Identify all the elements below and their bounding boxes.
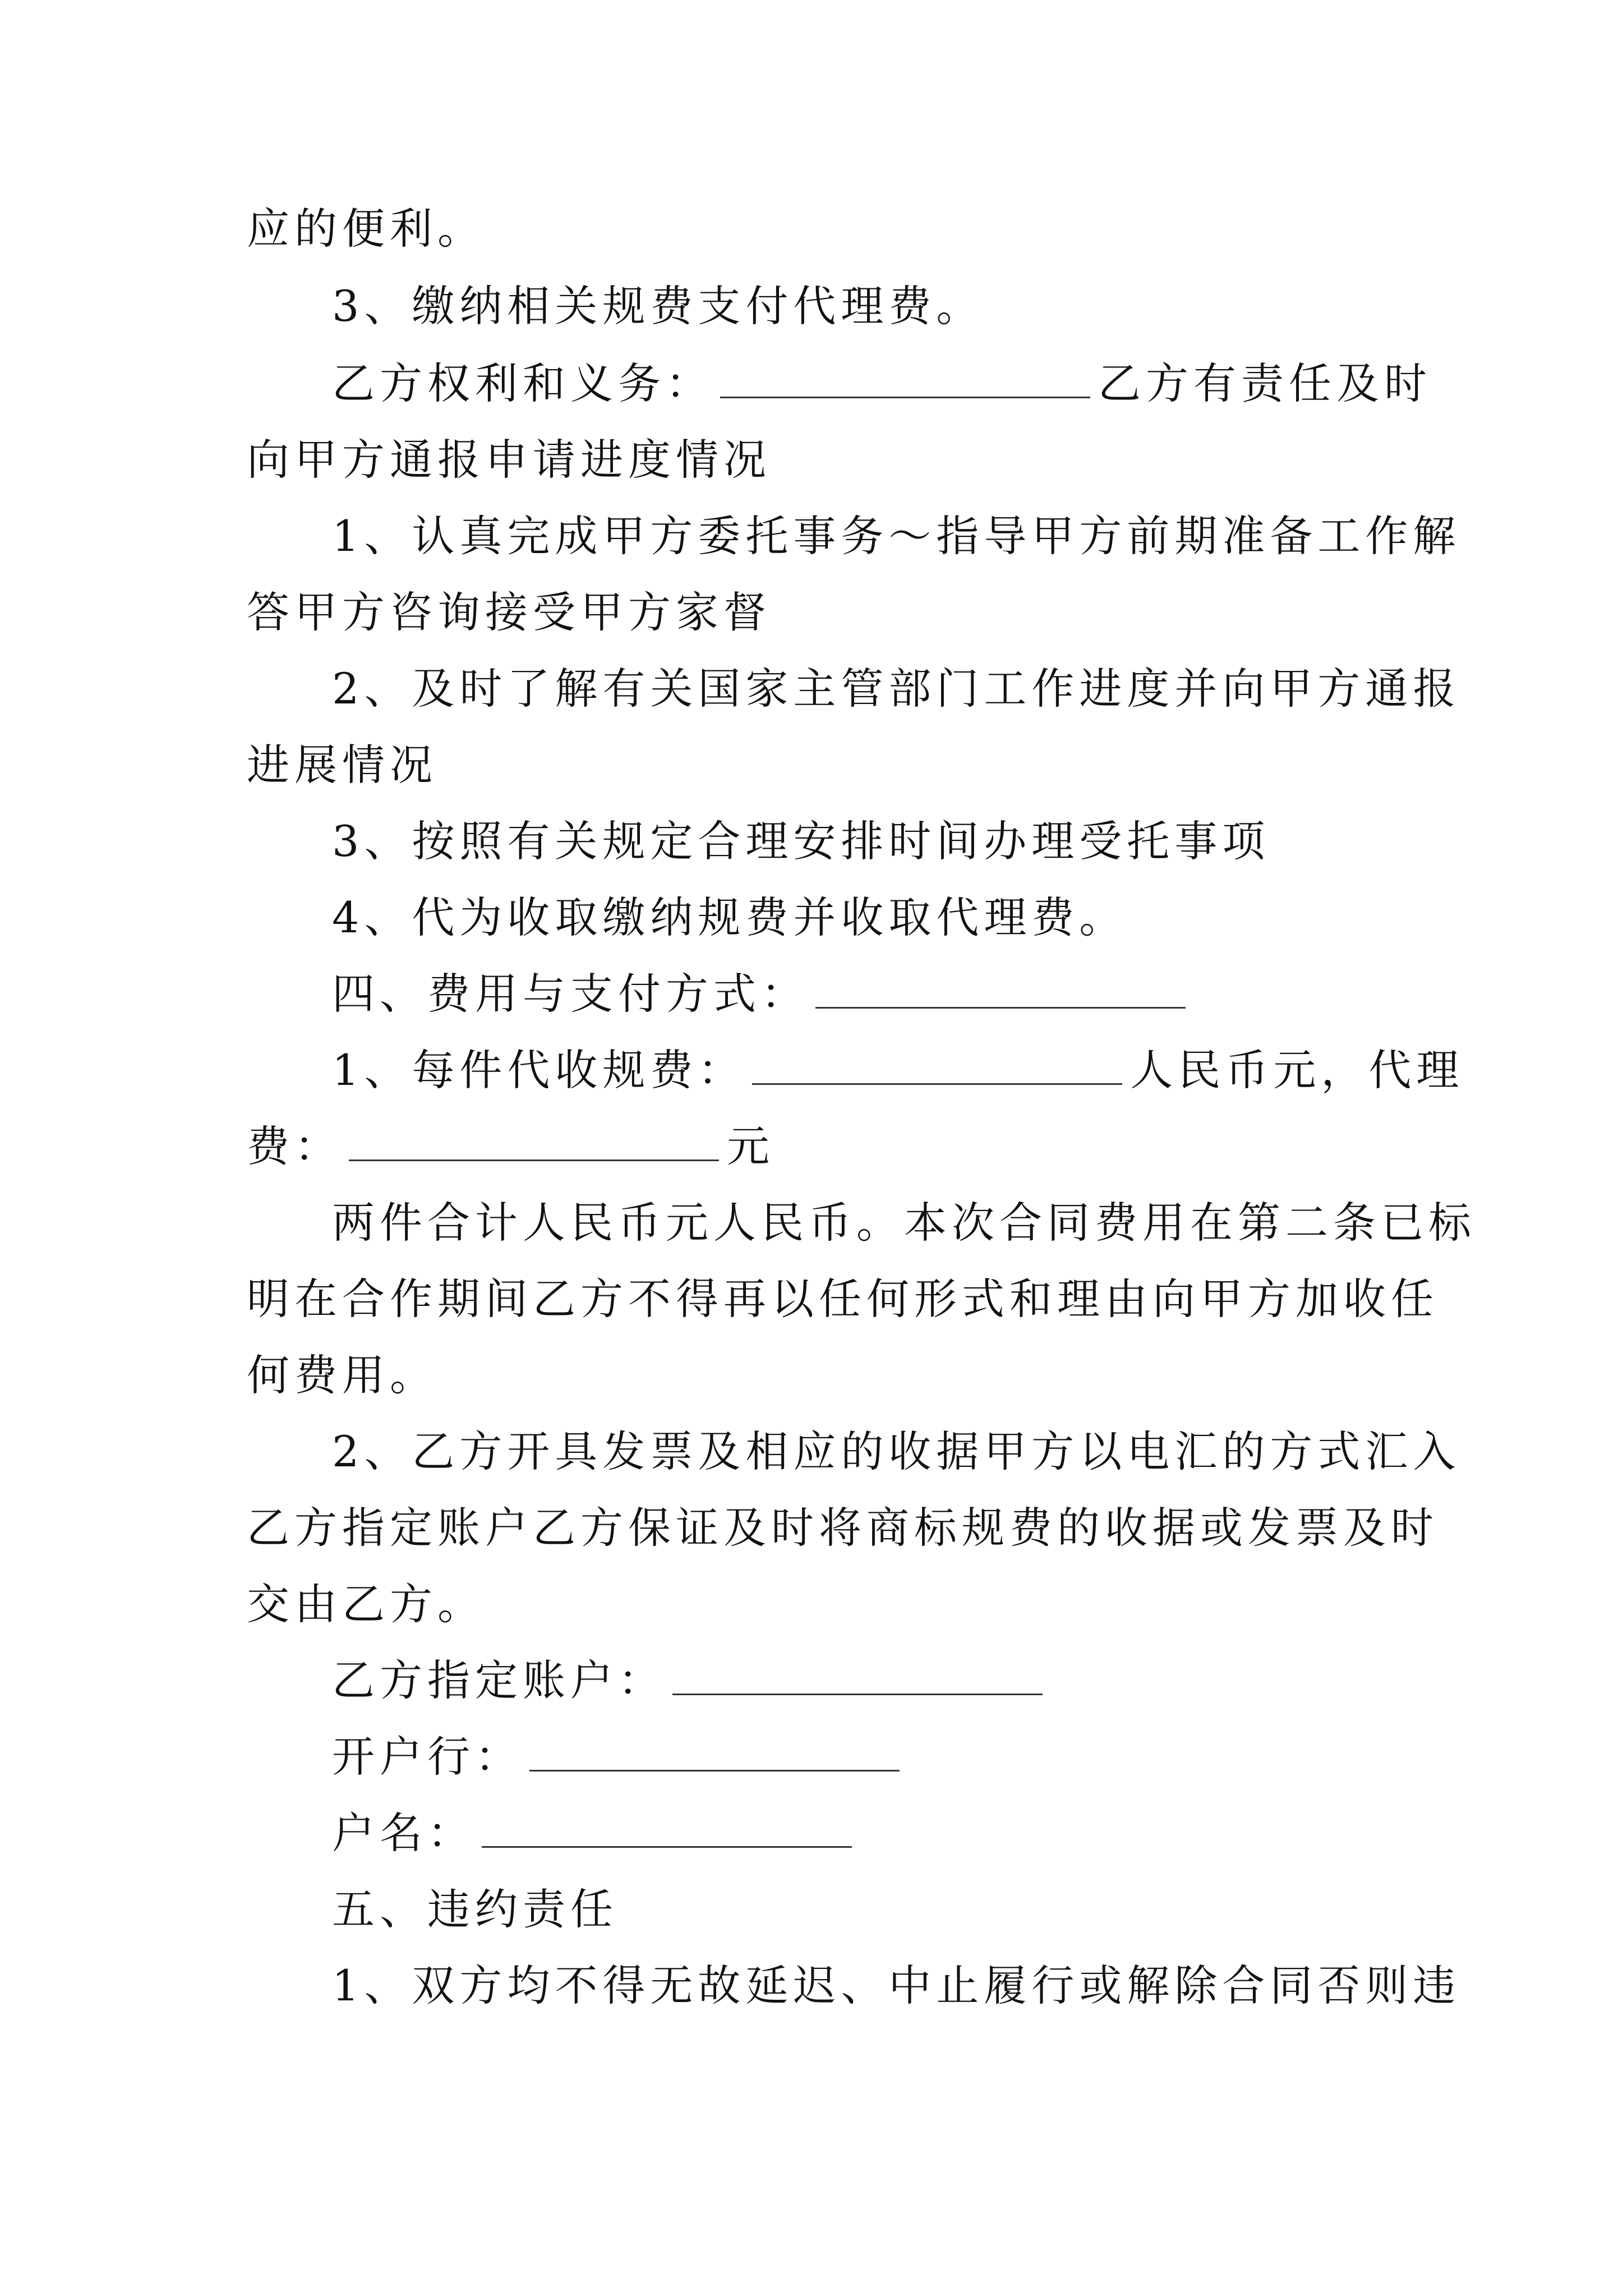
- line-text: 2、乙方开具发票及相应的收据甲方以电汇的方式汇入: [332, 1427, 1461, 1476]
- text-line: [247, 1271, 1438, 1327]
- line-text: 向甲方通报申请进度情况: [247, 435, 771, 485]
- line-text: 五、违约责任: [332, 1884, 618, 1934]
- text-line: [332, 278, 984, 334]
- text-line: [332, 813, 1270, 869]
- line-text: 乙方权利和义务：: [332, 358, 713, 408]
- line-text: 1、每件代收规费：: [332, 1045, 746, 1095]
- line-text: 两件合计人民币元人民币。本次合同费用在第二条已标: [332, 1198, 1476, 1248]
- fill-in-blank: [529, 1731, 900, 1772]
- text-line: [332, 966, 1193, 1022]
- text-line: [247, 1576, 485, 1632]
- line-text: 1、认真完成甲方委托事务～指导甲方前期准备工作解: [332, 511, 1461, 561]
- text-line: [332, 1958, 1460, 2014]
- fill-in-blank: [482, 1807, 852, 1848]
- text-line: [332, 1653, 1050, 1709]
- line-text: 3、缴纳相关规费支付代理费。: [332, 281, 984, 331]
- text-line: [332, 1424, 1460, 1480]
- text-line: [332, 356, 1432, 412]
- line-text: 乙方有责任及时: [1098, 358, 1432, 408]
- line-text: 答甲方咨询接受甲方家督: [247, 587, 771, 637]
- line-text: 1、双方均不得无故延迟、中止履行或解除合同否则违: [332, 1961, 1461, 2010]
- text-line: [247, 201, 485, 257]
- line-text: 明在合作期间乙方不得再以任何形式和理由向甲方加收任: [247, 1274, 1438, 1324]
- line-text: 元: [727, 1121, 774, 1171]
- text-line: [332, 661, 1460, 717]
- text-line: [332, 508, 1460, 564]
- text-line: [332, 1805, 860, 1861]
- line-text: 乙方指定账户乙方保证及时将商标规费的收据或发票及时: [247, 1503, 1438, 1553]
- line-text: 何费用。: [247, 1350, 437, 1400]
- text-line: [247, 585, 771, 641]
- line-text: 开户行：: [332, 1732, 523, 1782]
- text-line: [247, 1500, 1438, 1556]
- fill-in-blank: [349, 1120, 719, 1161]
- line-text: 户名：: [332, 1808, 475, 1858]
- text-line: [247, 1347, 437, 1404]
- line-text: 3、按照有关规定合理安排时间办理受托事项: [332, 816, 1270, 866]
- fill-in-blank: [752, 1044, 1122, 1085]
- line-text: 人民币元，代理: [1130, 1045, 1464, 1095]
- text-line: [332, 1195, 1476, 1251]
- text-line: [247, 737, 437, 793]
- line-text: 进展情况: [247, 740, 437, 790]
- text-line: [247, 1119, 774, 1175]
- fill-in-blank: [672, 1654, 1043, 1695]
- fill-in-blank: [720, 357, 1090, 398]
- text-line: [332, 890, 1127, 946]
- line-text: 交由乙方。: [247, 1579, 485, 1629]
- line-text: 2、及时了解有关国家主管部门工作进度并向甲方通报: [332, 664, 1461, 714]
- text-line: [247, 432, 771, 488]
- line-text: 四、费用与支付方式：: [332, 969, 809, 1019]
- text-line: [332, 1729, 907, 1785]
- line-text: 应的便利。: [247, 204, 485, 254]
- fill-in-blank: [815, 968, 1186, 1009]
- section-heading: [332, 1881, 618, 1938]
- line-text: 费：: [247, 1121, 342, 1171]
- line-text: 乙方指定账户：: [332, 1655, 666, 1705]
- text-line: [332, 1042, 1464, 1098]
- line-text: 4、代为收取缴纳规费并收取代理费。: [332, 892, 1127, 942]
